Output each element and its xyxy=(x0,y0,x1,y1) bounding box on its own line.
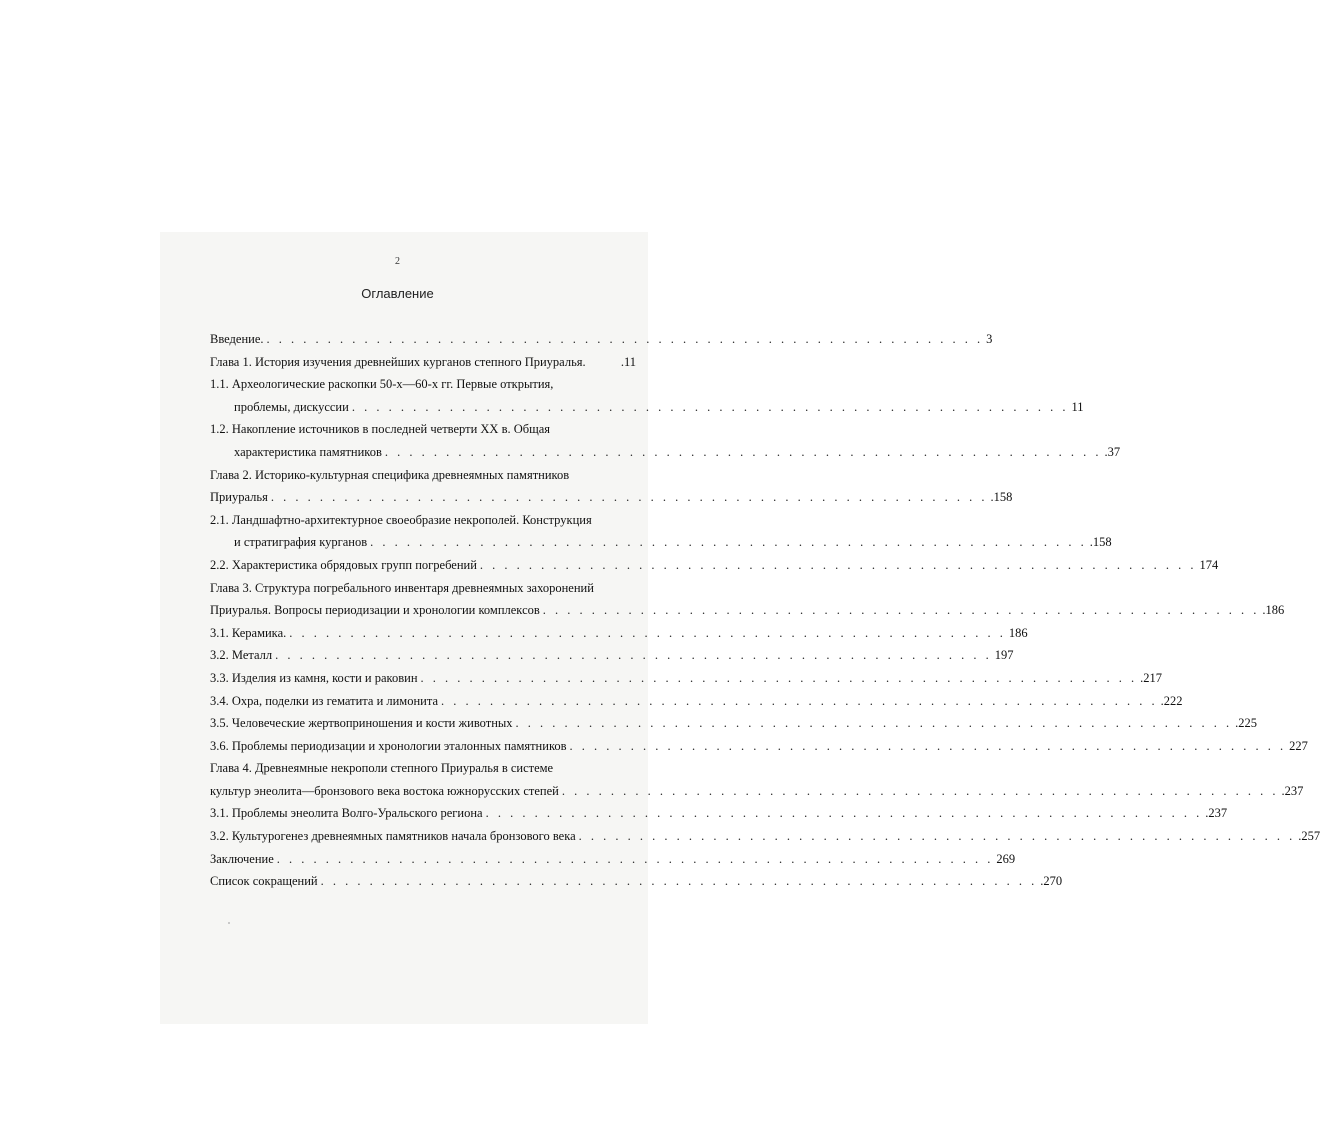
toc-entry-3-6[interactable]: 3.6. Проблемы периодизации и хронологии эталонных памятников . . . . . . . . . . . . . . . . . . . . . . . . . . . . . . . . . . . . . . . . . . . . . . . . . . . . . . . . . . . 227 xyxy=(210,738,1308,753)
page-title: Оглавление xyxy=(361,286,434,301)
toc-entry-chapter-3-line2[interactable]: Приуралья. Вопросы периодизации и хронологии комплексов . . . . . . . . . . . . . . . . . . . . . . . . . . . . . . . . . . . . . . . . . . . . . . . . . . . . . . . . . . . .186 xyxy=(210,603,1285,618)
toc-entry-2-2[interactable]: 2.2. Характеристика обрядовых групп погребений . . . . . . . . . . . . . . . . . . . . . . . . . . . . . . . . . . . . . . . . . . . . . . . . . . . . . . . . . . . 174 xyxy=(210,557,1219,572)
toc-entry-1-2-line2[interactable]: характеристика памятников . . . . . . . . . . . . . . . . . . . . . . . . . . . . . . . . . . . . . . . . . . . . . . . . . . . . . . . . . . . .37 xyxy=(234,444,1121,459)
page-number: 2 xyxy=(395,256,400,267)
toc-entry-1-1-line1[interactable]: 1.1. Археологические раскопки 50-х—60-х гг. Первые открытия, xyxy=(210,377,554,392)
toc-entry-abbreviations[interactable]: Список сокращений . . . . . . . . . . . . . . . . . . . . . . . . . . . . . . . . . . . . . . . . . . . . . . . . . . . . . . . . . . . .270 xyxy=(210,874,1063,889)
scan-speck xyxy=(228,922,230,924)
toc-entry-3-1[interactable]: 3.1. Керамика. . . . . . . . . . . . . . . . . . . . . . . . . . . . . . . . . . . . . . . . . . . . . . . . . . . . . . . . . . . . 186 xyxy=(210,625,1028,640)
toc-entry-2-1-line1[interactable]: 2.1. Ландшафтно-архитектурное своеобразие некрополей. Конструкция xyxy=(210,512,592,527)
toc-entry-chapter-4-line1[interactable]: Глава 4. Древнеямные некрополи степного Приуралья в системе xyxy=(210,761,554,776)
toc-entry-1-1-line2[interactable]: проблемы, дискуссии . . . . . . . . . . . . . . . . . . . . . . . . . . . . . . . . . . . . . . . . . . . . . . . . . . . . . . . . . . . 11 xyxy=(234,399,1084,414)
toc-entry-4-1[interactable]: 3.1. Проблемы энеолита Волго-Уральского региона . . . . . . . . . . . . . . . . . . . . . . . . . . . . . . . . . . . . . . . . . . . . . . . . . . . . . . . . . . . .237 xyxy=(210,806,1228,821)
toc-entry-2-1-line2[interactable]: и стратиграфия курганов . . . . . . . . . . . . . . . . . . . . . . . . . . . . . . . . . . . . . . . . . . . . . . . . . . . . . . . . . . . .158 xyxy=(234,535,1112,550)
toc-entry-3-5[interactable]: 3.5. Человеческие жертвоприношения и кости животных . . . . . . . . . . . . . . . . . . . . . . . . . . . . . . . . . . . . . . . . . . . . . . . . . . . . . . . . . . . .225 xyxy=(210,716,1258,731)
toc-entry-chapter-2-line2[interactable]: Приуралья . . . . . . . . . . . . . . . . . . . . . . . . . . . . . . . . . . . . . . . . . . . . . . . . . . . . . . . . . . . .158 xyxy=(210,490,1013,505)
toc-entry-chapter-2-line1[interactable]: Глава 2. Историко-культурная специфика древнеямных памятников xyxy=(210,467,570,482)
toc-entry-1-2-line1[interactable]: 1.2. Накопление источников в последней четверти XX в. Общая xyxy=(210,422,551,437)
toc-entry-chapter-3-line1[interactable]: Глава 3. Структура погребального инвентаря древнеямных захоронений xyxy=(210,580,594,595)
toc-entry-3-4[interactable]: 3.4. Охра, поделки из гематита и лимонита . . . . . . . . . . . . . . . . . . . . . . . . . . . . . . . . . . . . . . . . . . . . . . . . . . . . . . . . . . . .222 xyxy=(210,693,1183,708)
toc-entry-4-2[interactable]: 3.2. Культурогенез древнеямных памятников начала бронзового века . . . . . . . . . . . . . . . . . . . . . . . . . . . . . . . . . . . . . . . . . . . . . . . . . . . . . . . . . . . .257 xyxy=(210,829,1320,844)
toc-entry-3-3[interactable]: 3.3. Изделия из камня, кости и раковин . . . . . . . . . . . . . . . . . . . . . . . . . . . . . . . . . . . . . . . . . . . . . . . . . . . . . . . . . . . .217 xyxy=(210,670,1163,685)
table-of-contents xyxy=(210,328,1320,893)
toc-entry-3-2[interactable]: 3.2. Металл . . . . . . . . . . . . . . . . . . . . . . . . . . . . . . . . . . . . . . . . . . . . . . . . . . . . . . . . . . . 197 xyxy=(210,648,1014,663)
toc-entry-chapter-1[interactable]: Глава 1. История изучения древнейших курганов степного Приуралья. .11 xyxy=(210,354,636,369)
toc-entry-conclusion[interactable]: Заключение . . . . . . . . . . . . . . . . . . . . . . . . . . . . . . . . . . . . . . . . . . . . . . . . . . . . . . . . . . . 269 xyxy=(210,851,1016,866)
toc-entry-chapter-4-line2[interactable]: культур энеолита—бронзового века востока южнорусских степей . . . . . . . . . . . . . . . . . . . . . . . . . . . . . . . . . . . . . . . . . . . . . . . . . . . . . . . . . . . .237 xyxy=(210,783,1304,798)
toc-entry-introduction[interactable]: Введение. . . . . . . . . . . . . . . . . . . . . . . . . . . . . . . . . . . . . . . . . . . . . . . . . . . . . . . . . . . . 3 xyxy=(210,332,993,346)
